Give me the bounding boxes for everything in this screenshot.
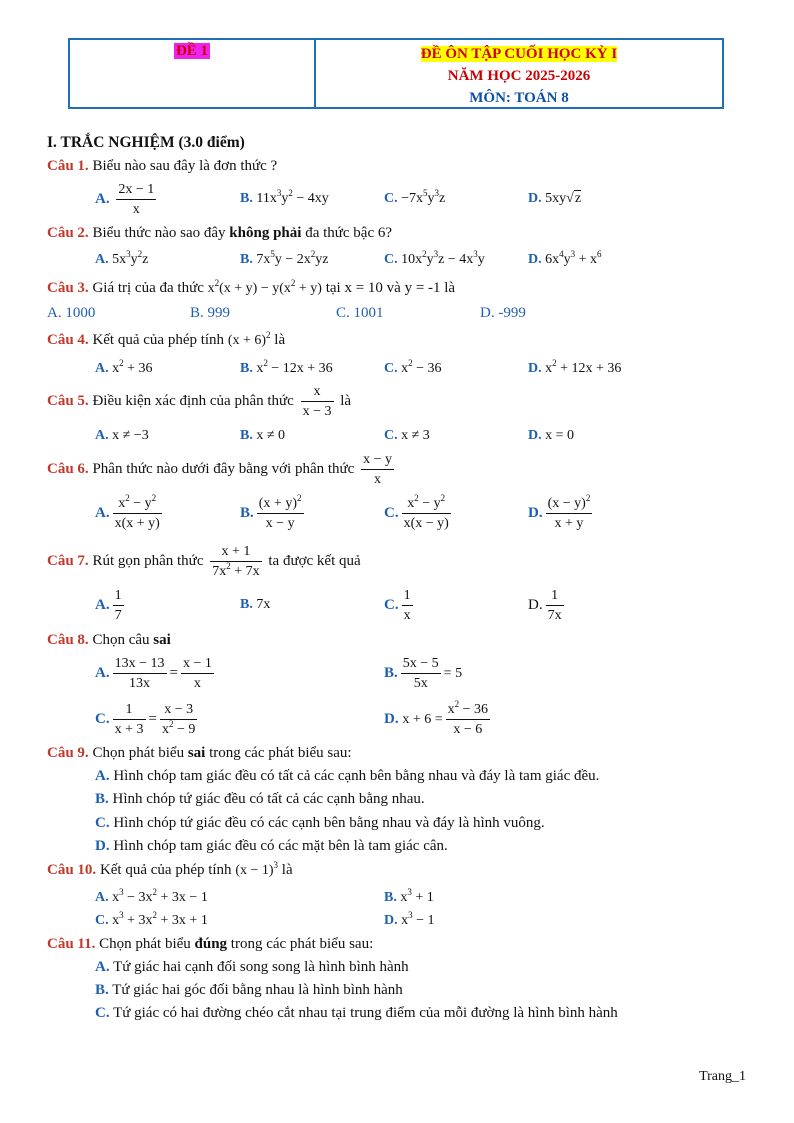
q3-option-a[interactable]: A. 1000 bbox=[47, 305, 96, 321]
q4-option-b[interactable]: B. $x^2 - 12x + 36$ bbox=[240, 358, 333, 376]
q10-option-c[interactable]: C. $x^3 + 3x^2 + 3x + 1$ bbox=[95, 910, 208, 928]
question-1 bbox=[47, 158, 277, 175]
q11-option-c[interactable]: C. Tứ giác có hai đường chéo cắt nhau tại trung điểm của mỗi đường là hình bình hành bbox=[95, 1005, 618, 1021]
q10-option-d[interactable]: D. $x^3 - 1$ bbox=[384, 910, 435, 928]
q6-option-d[interactable]: D. $\frac{(x - y)^2}{x + y}$ bbox=[528, 493, 591, 531]
school-year: NĂM HỌC 2025-2026 bbox=[447, 68, 591, 84]
q8-option-b[interactable]: B. $\frac{5x - 5}{5x}$ = 5 bbox=[384, 656, 463, 691]
q7-option-d[interactable]: D. $\frac{1}{7x}$ bbox=[528, 588, 562, 623]
q6-option-a[interactable]: A. $\frac{x^2 - y^2}{x(x + y)}$ bbox=[95, 493, 160, 531]
q4-option-c[interactable]: C. $x^2 - 36$ bbox=[384, 358, 442, 376]
question-2: Câu 2. Biểu thức nào sao đây không phải đa thức bậc 6? bbox=[47, 225, 393, 241]
header-left-cell bbox=[70, 40, 316, 107]
question-9: Câu 9. Chọn phát biểu sai trong các phát biểu sau: bbox=[47, 745, 352, 761]
question-6: Câu 6. Phân thức nào dưới đây bằng với phân thức $\frac{x - y}{x}$ bbox=[47, 452, 392, 487]
question-7: Câu 7. Rút gọn phân thức $\frac{x + 1}{7x^2 + 7x}$ ta được kết quả bbox=[47, 544, 361, 579]
q3-option-d[interactable]: D. -999 bbox=[480, 305, 526, 321]
question-label: Câu 1. bbox=[47, 158, 89, 174]
question-5: Câu 5. Điều kiện xác định của phân thức $\frac{x}{x - 3}$ là bbox=[47, 384, 352, 419]
q4-option-a[interactable]: A. $x^2 + 36$ bbox=[95, 358, 153, 376]
exam-title: ĐỀ ÔN TẬP CUỐI HỌC KỲ I bbox=[420, 46, 618, 62]
q2-option-c[interactable]: C. $10x^2y^3z - 4x^3y$ bbox=[384, 249, 485, 267]
q10-option-b[interactable]: B. $x^3 + 1$ bbox=[384, 887, 434, 905]
question-11: Câu 11. Chọn phát biểu đúng trong các phát biểu sau: bbox=[47, 936, 374, 952]
q9-option-b[interactable]: B. Hình chóp tứ giác đều có tất cả các cạnh bằng nhau. bbox=[95, 791, 425, 807]
q1-option-c[interactable]: C. $-7x^5y^3z$ bbox=[384, 188, 446, 206]
q1-option-a[interactable]: A. $\frac{2x - 1}{x}$ bbox=[95, 182, 155, 217]
q2-option-a[interactable]: A. $5x^3y^2z$ bbox=[95, 249, 149, 267]
q1-option-b[interactable]: B. $11x^3y^2 - 4xy$ bbox=[240, 188, 329, 206]
q5-option-a[interactable]: A. x ≠ −3 bbox=[95, 428, 149, 443]
q8-option-d[interactable]: D. x + 6 = $\frac{x^2 - 36}{x - 6}$ bbox=[384, 699, 489, 737]
q3-option-b[interactable]: B. 999 bbox=[190, 305, 231, 321]
q5-option-b[interactable]: B. x ≠ 0 bbox=[240, 428, 286, 443]
q8-option-a[interactable]: A. $\frac{13x - 13}{13x}$ = $\frac{x - 1}{x}$ bbox=[95, 656, 212, 691]
q11-option-a[interactable]: A. Tứ giác hai cạnh đối song song là hình bình hành bbox=[95, 959, 409, 975]
exam-number: ĐỀ 1 bbox=[175, 43, 209, 59]
question-8: Câu 8. Chọn câu sai bbox=[47, 632, 171, 648]
q9-option-a[interactable]: A. Hình chóp tam giác đều có tất cả các cạnh bên bằng nhau và đáy là tam giác đều. bbox=[95, 768, 600, 784]
q3-option-c[interactable]: C. 1001 bbox=[336, 305, 384, 321]
q2-option-d[interactable]: D. $6x^4y^3 + x^6$ bbox=[528, 249, 602, 267]
q2-option-b[interactable]: B. $7x^5y - 2x^2yz$ bbox=[240, 249, 329, 267]
q5-option-d[interactable]: D. x = 0 bbox=[528, 428, 575, 443]
header-table bbox=[68, 38, 724, 109]
q7-option-a[interactable]: A. $\frac{1}{7}$ bbox=[95, 588, 122, 623]
q5-option-c[interactable]: C. x ≠ 3 bbox=[384, 428, 430, 443]
question-4: Câu 4. Kết quả của phép tính $(x + 6)^2$ là bbox=[47, 330, 286, 348]
q7-option-b[interactable]: B. 7x bbox=[240, 597, 271, 612]
question-text: Biểu nào sau đây là đơn thức ? bbox=[92, 158, 278, 174]
q1-option-d[interactable]: D. 5xy√z bbox=[528, 191, 582, 206]
q7-option-c[interactable]: C. $\frac{1}{x}$ bbox=[384, 588, 411, 623]
q11-option-b[interactable]: B. Tứ giác hai góc đối bằng nhau là hình bình hành bbox=[95, 982, 403, 998]
q9-option-c[interactable]: C. Hình chóp tứ giác đều có các cạnh bên bằng nhau và đáy là hình vuông. bbox=[95, 815, 545, 831]
q9-option-d[interactable]: D. Hình chóp tam giác đều có các mặt bên là tam giác cân. bbox=[95, 838, 448, 854]
subject: MÔN: TOÁN 8 bbox=[469, 90, 569, 106]
question-10: Câu 10. Kết quả của phép tính $(x - 1)^3$ là bbox=[47, 860, 293, 878]
q10-option-a[interactable]: A. $x^3 - 3x^2 + 3x - 1$ bbox=[95, 887, 208, 905]
section-title: I. TRẮC NGHIỆM (3.0 điểm) bbox=[47, 134, 245, 151]
q6-option-c[interactable]: C. $\frac{x^2 - y^2}{x(x - y)}$ bbox=[384, 493, 449, 531]
q6-option-b[interactable]: B. $\frac{(x + y)^2}{x - y}$ bbox=[240, 493, 302, 531]
q8-option-c[interactable]: C. $\frac{1}{x + 3}$ = $\frac{x - 3}{x^2 - 9}$ bbox=[95, 702, 196, 737]
header-right-cell bbox=[316, 40, 722, 107]
page-number: Trang_1 bbox=[699, 1069, 746, 1084]
question-3: Câu 3. Giá trị của đa thức $x^2(x + y) - y(x^2 + y)$ tại x = 10 và y = -1 là bbox=[47, 278, 456, 296]
q4-option-d[interactable]: D. $x^2 + 12x + 36$ bbox=[528, 358, 622, 376]
